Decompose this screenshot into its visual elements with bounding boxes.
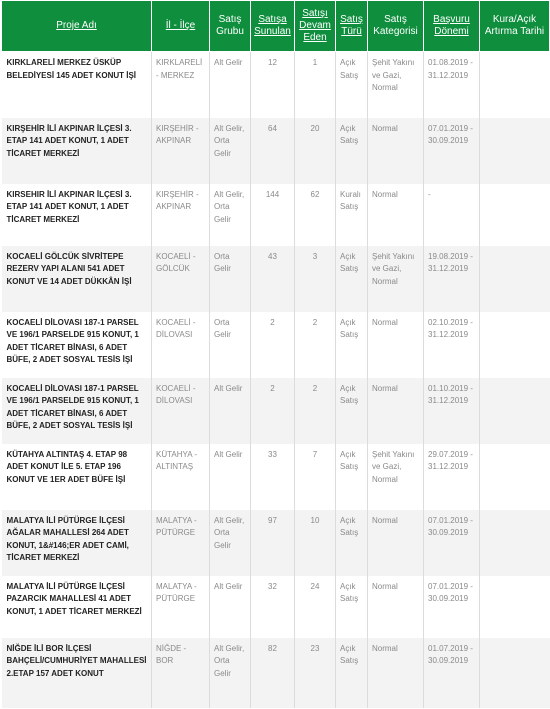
sale-type-cell: Açık Satış (336, 444, 368, 510)
offered-count-cell: 32 (251, 576, 295, 638)
project-name-cell: KOCAELİ DİLOVASI 187-1 PARSEL VE 196/1 PARSELDE 915 KONUT, 1 ADET TİCARET BİNASI, 6 ADET BÜFE, 2 ADET SOSYAL TESİS İŞİ (2, 312, 152, 378)
ongoing-count-cell: 3 (295, 246, 336, 312)
col-header-basvuru-donemi[interactable] (424, 1, 480, 52)
sales-group-cell: Alt Gelir (210, 444, 251, 510)
application-period-cell: 07.01.2019 - 30.09.2019 (424, 576, 480, 638)
col-header-satisi-devam-eden-label[interactable]: Satışı Devam Eden (299, 8, 331, 43)
ongoing-count-cell: 62 (295, 184, 336, 246)
sale-category-cell: Normal (368, 312, 424, 378)
offered-count-cell: 82 (251, 638, 295, 708)
ongoing-count-cell: 23 (295, 638, 336, 708)
col-header-satis-kategorisi (368, 1, 424, 52)
location-cell: KIRŞEHİR - AKPINAR (152, 184, 210, 246)
auction-date-cell (480, 638, 550, 708)
offered-count-cell: 2 (251, 378, 295, 444)
sale-type-cell: Açık Satış (336, 510, 368, 576)
col-header-satisi-devam-eden[interactable] (295, 1, 336, 52)
sale-type-cell: Açık Satış (336, 246, 368, 312)
table-row (2, 246, 550, 312)
location-cell: KOCAELİ - DİLOVASI (152, 312, 210, 378)
sale-category-cell: Şehit Yakını ve Gazi, Normal (368, 246, 424, 312)
auction-date-cell (480, 378, 550, 444)
sale-type-cell: Açık Satış (336, 638, 368, 708)
project-name-cell: KIRŞEHİR İLİ AKPINAR İLÇESİ 3. ETAP 141 ADET KONUT, 1 ADET TİCARET MERKEZİ (2, 118, 152, 184)
location-cell: NİĞDE - BOR (152, 638, 210, 708)
sale-type-cell: Açık Satış (336, 118, 368, 184)
auction-date-cell (480, 184, 550, 246)
table-row (2, 576, 550, 638)
sale-category-cell: Şehit Yakını ve Gazi, Normal (368, 52, 424, 118)
sale-type-cell: Açık Satış (336, 576, 368, 638)
location-cell: KIRKLARELİ - MERKEZ (152, 52, 210, 118)
application-period-cell: 19.08.2019 - 31.12.2019 (424, 246, 480, 312)
sale-category-cell: Normal (368, 576, 424, 638)
application-period-cell: 01.10.2019 - 31.12.2019 (424, 378, 480, 444)
col-header-satis-grubu (210, 1, 251, 52)
sale-type-cell: Açık Satış (336, 52, 368, 118)
application-period-cell: 01.07.2019 - 30.09.2019 (424, 638, 480, 708)
table-row (2, 118, 550, 184)
ongoing-count-cell: 2 (295, 312, 336, 378)
offered-count-cell: 144 (251, 184, 295, 246)
col-header-kura-tarihi (480, 1, 550, 52)
table-row (2, 444, 550, 510)
sales-group-cell: Alt Gelir, Orta Gelir (210, 118, 251, 184)
project-name-cell: MALATYA İLİ PÜTÜRGE İLÇESİ PAZARCIK MAHALLESİ 41 ADET KONUT, 1 ADET TİCARET MERKEZİ (2, 576, 152, 638)
location-cell: KÜTAHYA - ALTINTAŞ (152, 444, 210, 510)
col-header-proje-adi-label[interactable]: Proje Adı (56, 20, 97, 31)
offered-count-cell: 64 (251, 118, 295, 184)
table-row (2, 52, 550, 118)
col-header-satis-grubu-label: Satış Grubu (216, 14, 244, 37)
col-header-il-ilce-label[interactable]: İl - İlçe (165, 20, 196, 31)
col-header-satis-turu-label[interactable]: Satış Türü (340, 14, 363, 37)
table-row (2, 510, 550, 576)
auction-date-cell (480, 52, 550, 118)
col-header-satis-turu[interactable] (336, 1, 368, 52)
ongoing-count-cell: 10 (295, 510, 336, 576)
sales-group-cell: Orta Gelir (210, 312, 251, 378)
col-header-il-ilce[interactable] (152, 1, 210, 52)
application-period-cell: 29.07.2019 - 31.12.2019 (424, 444, 480, 510)
location-cell: KIRŞEHİR - AKPINAR (152, 118, 210, 184)
sale-category-cell: Normal (368, 378, 424, 444)
project-name-cell: KIRKLARELİ MERKEZ ÜSKÜP BELEDİYESİ 145 ADET KONUT İŞİ (2, 52, 152, 118)
project-name-cell: MALATYA İLİ PÜTÜRGE İLÇESİ AĞALAR MAHALLESİ 264 ADET KONUT, 1&#146;ER ADET CAMİ, TİCARET MERKEZİ (2, 510, 152, 576)
sale-type-cell: Açık Satış (336, 378, 368, 444)
sales-group-cell: Alt Gelir, Orta Gelir (210, 510, 251, 576)
auction-date-cell (480, 118, 550, 184)
table-row (2, 184, 550, 246)
sale-category-cell: Normal (368, 510, 424, 576)
offered-count-cell: 97 (251, 510, 295, 576)
ongoing-count-cell: 2 (295, 378, 336, 444)
sale-type-cell: Açık Satış (336, 312, 368, 378)
sales-group-cell: Orta Gelir (210, 246, 251, 312)
project-name-cell: KÜTAHYA ALTINTAŞ 4. ETAP 98 ADET KONUT İLE 5. ETAP 196 KONUT VE 1ER ADET BÜFE İŞİ (2, 444, 152, 510)
project-name-cell: KIRSEHIR İLİ AKPINAR İLÇESİ 3. ETAP 141 ADET KONUT, 1 ADET TİCARET MERKEZİ (2, 184, 152, 246)
sales-group-cell: Alt Gelir, Orta Gelir (210, 638, 251, 708)
ongoing-count-cell: 20 (295, 118, 336, 184)
col-header-satisa-sunulan[interactable] (251, 1, 295, 52)
col-header-satis-kategorisi-label: Satış Kategorisi (373, 14, 418, 37)
table-row (2, 378, 550, 444)
col-header-satisa-sunulan-label[interactable]: Satışa Sunulan (254, 14, 291, 37)
col-header-kura-tarihi-label: Kura/Açık Artırma Tarihi (484, 14, 545, 37)
project-name-cell: KOCAELİ GÖLCÜK SİVRİTEPE REZERV YAPI ALANI 541 ADET KONUT VE 14 ADET DÜKKÂN İŞİ (2, 246, 152, 312)
auction-date-cell (480, 312, 550, 378)
sale-type-cell: Kuralı Satış (336, 184, 368, 246)
table-row (2, 312, 550, 378)
offered-count-cell: 43 (251, 246, 295, 312)
ongoing-count-cell: 7 (295, 444, 336, 510)
sales-group-cell: Alt Gelir (210, 378, 251, 444)
sales-group-cell: Alt Gelir, Orta Gelir (210, 184, 251, 246)
col-header-proje-adi[interactable] (2, 1, 152, 52)
application-period-cell: - (424, 184, 480, 246)
ongoing-count-cell: 1 (295, 52, 336, 118)
offered-count-cell: 12 (251, 52, 295, 118)
auction-date-cell (480, 444, 550, 510)
sale-category-cell: Şehit Yakını ve Gazi, Normal (368, 444, 424, 510)
location-cell: MALATYA - PÜTÜRGE (152, 576, 210, 638)
offered-count-cell: 33 (251, 444, 295, 510)
col-header-basvuru-donemi-label[interactable]: Başvuru Dönemi (433, 14, 470, 37)
table-row (2, 638, 550, 708)
location-cell: MALATYA - PÜTÜRGE (152, 510, 210, 576)
sale-category-cell: Normal (368, 638, 424, 708)
sale-category-cell: Normal (368, 184, 424, 246)
project-name-cell: NİĞDE İLİ BOR İLÇESİ BAHÇELİ/CUMHURİYET MAHALLESİ 2.ETAP 157 ADET KONUT (2, 638, 152, 708)
auction-date-cell (480, 576, 550, 638)
ongoing-count-cell: 24 (295, 576, 336, 638)
sales-group-cell: Alt Gelir (210, 52, 251, 118)
project-name-cell: KOCAELİ DİLOVASI 187-1 PARSEL VE 196/1 PARSELDE 915 KONUT, 1 ADET TİCARET BİNASI, 6 ADET BÜFE, 2 ADET SOSYAL TESİS İŞİ (2, 378, 152, 444)
offered-count-cell: 2 (251, 312, 295, 378)
application-period-cell: 02.10.2019 - 31.12.2019 (424, 312, 480, 378)
application-period-cell: 01.08.2019 - 31.12.2019 (424, 52, 480, 118)
location-cell: KOCAELİ - DİLOVASI (152, 378, 210, 444)
table-header-row (2, 1, 550, 52)
application-period-cell: 07.01.2019 - 30.09.2019 (424, 510, 480, 576)
sales-group-cell: Alt Gelir (210, 576, 251, 638)
sale-category-cell: Normal (368, 118, 424, 184)
projects-table (1, 0, 550, 708)
auction-date-cell (480, 510, 550, 576)
application-period-cell: 07.01.2019 - 30.09.2019 (424, 118, 480, 184)
auction-date-cell (480, 246, 550, 312)
location-cell: KOCAELİ - GÖLCÜK (152, 246, 210, 312)
